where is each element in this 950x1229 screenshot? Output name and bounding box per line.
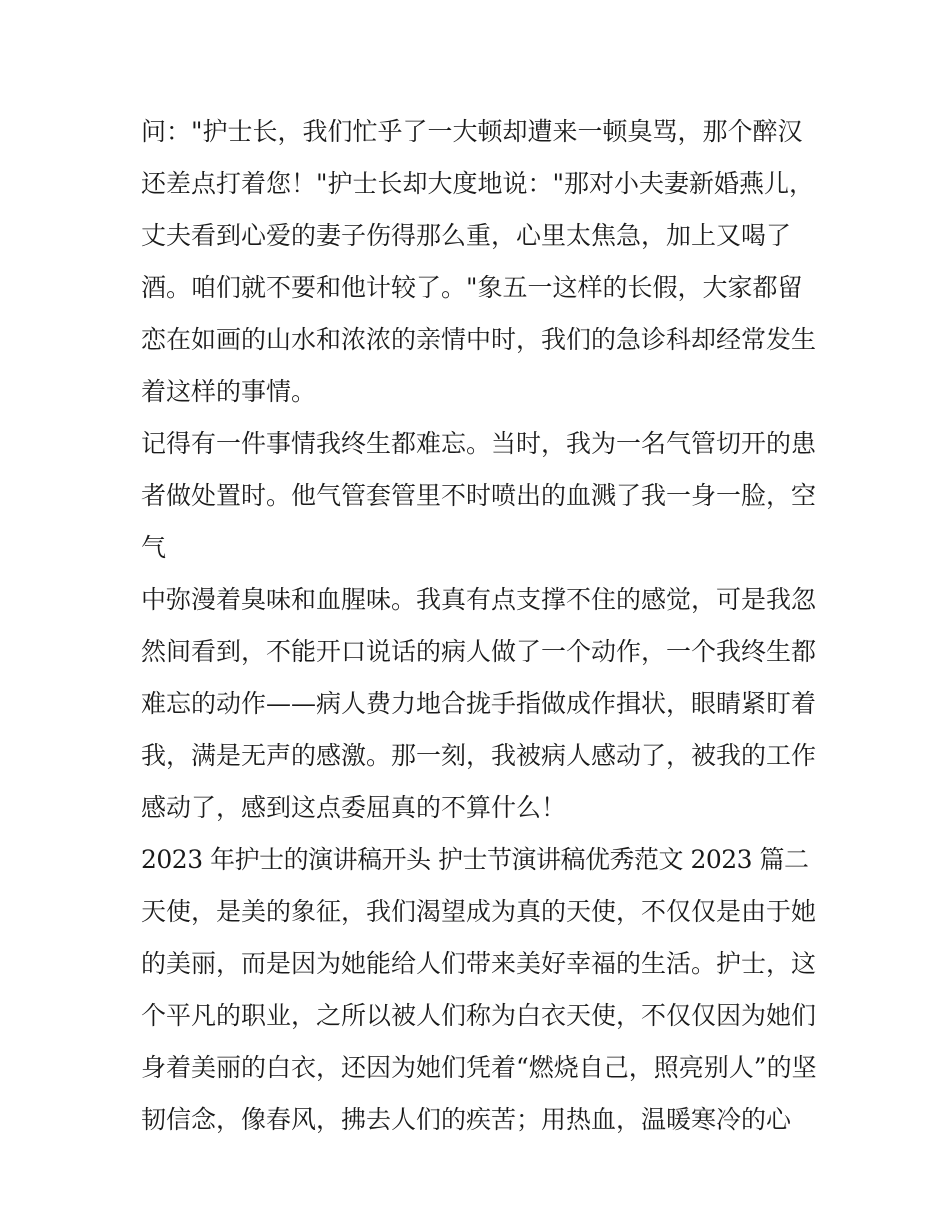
text-line: 身着美丽的白衣，还因为她们凭着“燃烧自己，照亮别人”的坚 <box>141 1053 817 1082</box>
text-line: 的美丽，而是因为她能给人们带来美好幸福的生活。护士，这 <box>141 949 817 978</box>
text-line: 气 <box>141 533 167 562</box>
text-line: 我，满是无声的感激。那一刻，我被病人感动了，被我的工作 <box>141 741 817 770</box>
text-line: 然间看到，不能开口说话的病人做了一个动作，一个我终生都 <box>141 637 817 666</box>
text-line: 酒。咱们就不要和他计较了。"象五一这样的长假，大家都留 <box>141 273 803 302</box>
text-line: 韧信念，像春风，拂去人们的疾苦；用热血，温暖寒冷的心 <box>141 1105 792 1134</box>
text-line: 记得有一件事情我终生都难忘。当时，我为一名气管切开的患 <box>141 429 817 458</box>
text-line: 着这样的事情。 <box>141 377 317 406</box>
text-line: 中弥漫着臭味和血腥味。我真有点支撑不住的感觉，可是我忽 <box>141 585 817 614</box>
text-line: 还差点打着您！"护士长却大度地说："那对小夫妻新婚燕儿， <box>141 169 815 198</box>
text-line: 者做处置时。他气管套管里不时喷出的血溅了我一身一脸，空 <box>141 481 817 510</box>
section-heading: 2023 年护士的演讲稿开头 护士节演讲稿优秀范文 2023 篇二 <box>141 845 809 874</box>
text-line: 天使，是美的象征，我们渴望成为真的天使，不仅仅是由于她 <box>141 897 817 926</box>
text-line: 感动了，感到这点委屈真的不算什么！ <box>141 793 567 822</box>
text-line: 丈夫看到心爱的妻子伤得那么重，心里太焦急，加上又喝了 <box>141 221 792 250</box>
document-body <box>141 106 821 1146</box>
text-line: 恋在如画的山水和浓浓的亲情中时，我们的急诊科却经常发生 <box>141 325 817 354</box>
text-line: 问："护士长，我们忙乎了一大顿却遭来一顿臭骂，那个醉汉 <box>141 117 803 146</box>
text-line: 个平凡的职业，之所以被人们称为白衣天使，不仅仅因为她们 <box>141 1001 817 1030</box>
text-line: 难忘的动作——病人费力地合拢手指做成作揖状，眼睛紧盯着 <box>141 689 817 718</box>
